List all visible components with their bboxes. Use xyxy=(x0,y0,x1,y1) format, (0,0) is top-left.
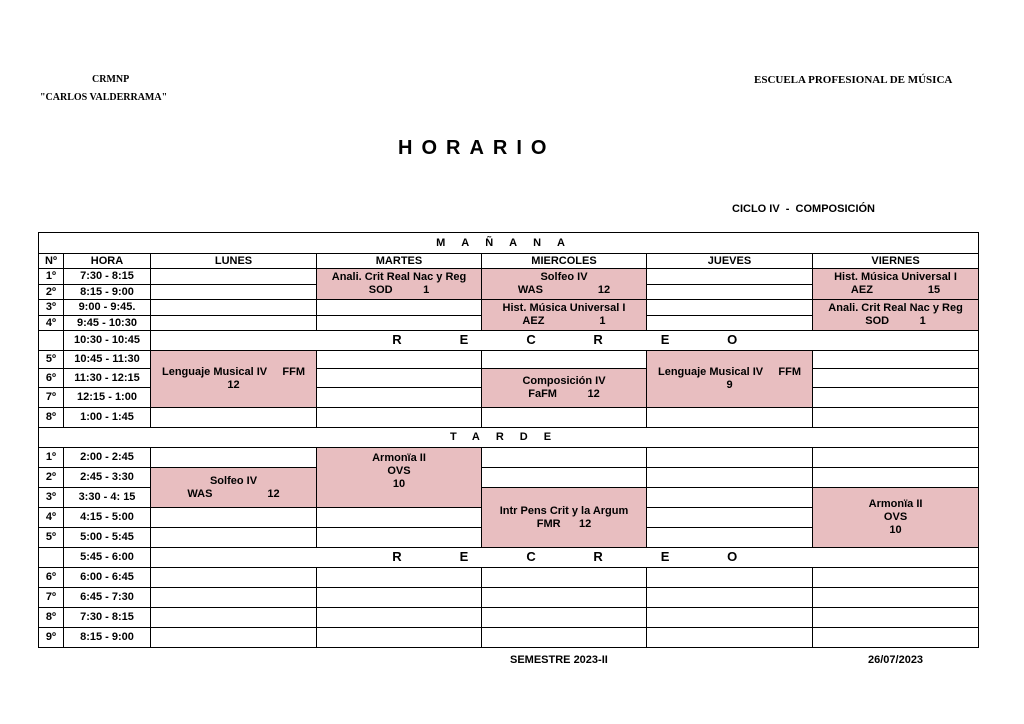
school-name: ESCUELA PROFESIONAL DE MÚSICA xyxy=(754,74,953,86)
period-time: 6:00 - 6:45 xyxy=(64,568,151,588)
course-detail: OVS xyxy=(883,511,908,523)
recess-letter: O xyxy=(727,549,738,564)
course-cell-fri-analisis xyxy=(813,300,979,331)
empty-cell xyxy=(482,351,647,369)
period-time: 7:30 - 8:15 xyxy=(64,608,151,628)
empty-cell xyxy=(317,388,482,408)
page-title: HORARIO xyxy=(398,137,556,159)
course-cell-tue-analisis xyxy=(317,269,482,300)
table-row xyxy=(39,608,979,628)
recess-label xyxy=(151,548,979,568)
col-header-lunes: LUNES xyxy=(151,254,317,269)
empty-cell xyxy=(647,468,813,488)
table-row xyxy=(39,408,979,428)
empty-cell xyxy=(482,588,647,608)
period-num: 2º xyxy=(39,468,64,488)
period-time: 5:45 - 6:00 xyxy=(64,548,151,568)
empty-cell xyxy=(813,568,979,588)
period-time: 4:15 - 5:00 xyxy=(64,508,151,528)
empty-cell xyxy=(482,408,647,428)
empty-cell xyxy=(647,408,813,428)
empty-cell xyxy=(647,608,813,628)
empty-cell xyxy=(813,351,979,369)
col-header-miercoles: MIERCOLES xyxy=(482,254,647,269)
empty-cell xyxy=(317,508,482,528)
course-name: Hist. Música Universal I xyxy=(834,271,957,283)
recess-letter: R xyxy=(593,332,603,347)
empty-cell xyxy=(647,285,813,300)
empty-cell xyxy=(813,448,979,468)
period-time: 6:45 - 7:30 xyxy=(64,588,151,608)
empty-cell xyxy=(151,608,317,628)
section-title-morning: MAÑANA xyxy=(39,233,979,254)
empty-cell xyxy=(317,408,482,428)
empty-cell xyxy=(151,300,317,316)
col-header-martes: MARTES xyxy=(317,254,482,269)
table-row xyxy=(39,568,979,588)
course-name: Armonïa II xyxy=(868,498,923,510)
empty-cell xyxy=(317,351,482,369)
course-detail: 12 xyxy=(227,379,240,391)
course-name: Anali. Crit Real Nac y Reg xyxy=(331,271,467,283)
course-name: Intr Pens Crit y la Argum xyxy=(499,504,629,517)
empty-cell xyxy=(317,369,482,388)
empty-cell xyxy=(151,508,317,528)
course-cell-wed-historia xyxy=(482,300,647,331)
course-detail: FMR 12 xyxy=(536,517,592,530)
course-detail: AEZ 1 xyxy=(522,315,606,327)
empty-cell xyxy=(647,508,813,528)
table-row xyxy=(39,588,979,608)
course-cell-fri-armonia xyxy=(813,488,979,548)
course-cell-mon-lenguaje xyxy=(151,351,317,408)
period-num: 6º xyxy=(39,568,64,588)
period-num: 9º xyxy=(39,628,64,648)
course-room: 10 xyxy=(392,478,406,490)
empty-cell xyxy=(317,316,482,331)
recess-letter: E xyxy=(459,332,469,347)
course-detail: SOD 1 xyxy=(368,284,430,296)
empty-cell xyxy=(482,448,647,468)
empty-cell xyxy=(317,608,482,628)
empty-cell xyxy=(151,448,317,468)
section-row-afternoon xyxy=(39,428,979,448)
empty-cell xyxy=(482,568,647,588)
period-num: 5º xyxy=(39,351,64,369)
course-name: Lenguaje Musical IV FFM xyxy=(161,366,306,378)
period-time: 9:00 - 9:45. xyxy=(64,300,151,316)
period-time: 3:30 - 4: 15 xyxy=(64,488,151,508)
empty-cell xyxy=(647,568,813,588)
section-title-afternoon: TARDE xyxy=(39,428,979,448)
empty-cell xyxy=(151,285,317,300)
empty-cell xyxy=(151,528,317,548)
col-header-num: Nº xyxy=(39,254,64,269)
period-num: 1º xyxy=(39,269,64,285)
period-num: 5º xyxy=(39,528,64,548)
semester-label: SEMESTRE 2023-II xyxy=(510,654,608,666)
period-num: 7º xyxy=(39,588,64,608)
empty-cell xyxy=(151,316,317,331)
recess-letter: R xyxy=(392,549,402,564)
course-cell-wed-composicion xyxy=(482,369,647,408)
period-time: 8:15 - 9:00 xyxy=(64,285,151,300)
course-room: 10 xyxy=(889,524,902,536)
empty-cell xyxy=(647,628,813,648)
course-name: Hist. Música Universal I xyxy=(502,302,626,314)
course-cell-fri-historia xyxy=(813,269,979,300)
empty-cell xyxy=(317,528,482,548)
recess-label xyxy=(151,331,979,351)
table-row xyxy=(39,269,979,285)
course-name: Lenguaje Musical IV FFM xyxy=(657,366,802,378)
empty-cell xyxy=(813,468,979,488)
empty-cell xyxy=(317,628,482,648)
course-name: Armonïa II xyxy=(372,452,426,464)
course-cell-wed-solfeo xyxy=(482,269,647,300)
period-time: 12:15 - 1:00 xyxy=(64,388,151,408)
empty-cell xyxy=(317,300,482,316)
course-name: Solfeo IV xyxy=(209,474,258,487)
period-time: 1:00 - 1:45 xyxy=(64,408,151,428)
empty-cell xyxy=(813,588,979,608)
col-header-hora: HORA xyxy=(64,254,151,269)
period-num: 8º xyxy=(39,408,64,428)
course-detail: AEZ 15 xyxy=(850,284,941,296)
empty-cell xyxy=(151,588,317,608)
period-time: 2:45 - 3:30 xyxy=(64,468,151,488)
recess-row xyxy=(39,331,979,351)
org-name: CRMNP xyxy=(92,74,130,85)
empty-cell xyxy=(647,588,813,608)
recess-letter: C xyxy=(526,549,536,564)
course-detail: WAS 12 xyxy=(187,487,280,500)
course-name: Composición IV xyxy=(522,375,606,387)
org-subtitle: "CARLOS VALDERRAMA" xyxy=(40,92,168,103)
period-time: 2:00 - 2:45 xyxy=(64,448,151,468)
col-header-jueves: JUEVES xyxy=(647,254,813,269)
column-header-row xyxy=(39,254,979,269)
period-time: 8:15 - 9:00 xyxy=(64,628,151,648)
period-time: 9:45 - 10:30 xyxy=(64,316,151,331)
empty-cell xyxy=(813,388,979,408)
period-num: 3º xyxy=(39,488,64,508)
schedule-table xyxy=(38,232,979,648)
empty-cell xyxy=(647,448,813,468)
recess-letter: E xyxy=(660,549,670,564)
course-name: Anali. Crit Real Nac y Reg xyxy=(828,302,963,314)
cycle-label: CICLO IV - COMPOSICIÓN xyxy=(732,203,876,215)
empty-cell xyxy=(482,608,647,628)
course-detail: WAS 12 xyxy=(517,284,611,296)
table-row xyxy=(39,468,979,488)
empty-cell xyxy=(151,269,317,285)
empty-cell xyxy=(151,628,317,648)
empty-cell xyxy=(151,408,317,428)
table-row xyxy=(39,628,979,648)
empty-cell xyxy=(813,408,979,428)
period-num: 2º xyxy=(39,285,64,300)
period-num: 3º xyxy=(39,300,64,316)
empty-cell xyxy=(151,568,317,588)
period-num xyxy=(39,331,64,351)
empty-cell xyxy=(317,568,482,588)
period-time: 10:30 - 10:45 xyxy=(64,331,151,351)
recess-letter: R xyxy=(392,332,402,347)
course-detail: SOD 1 xyxy=(865,315,926,327)
course-detail: OVS xyxy=(387,465,411,477)
empty-cell xyxy=(813,628,979,648)
course-cell-mon-solfeo xyxy=(151,468,317,508)
empty-cell xyxy=(317,588,482,608)
empty-cell xyxy=(647,269,813,285)
empty-cell xyxy=(647,528,813,548)
period-time: 7:30 - 8:15 xyxy=(64,269,151,285)
empty-cell xyxy=(813,608,979,628)
period-num: 4º xyxy=(39,316,64,331)
recess-letter: E xyxy=(660,332,670,347)
course-detail: 9 xyxy=(726,379,733,391)
period-time: 5:00 - 5:45 xyxy=(64,528,151,548)
recess-row xyxy=(39,548,979,568)
period-num: 4º xyxy=(39,508,64,528)
period-num xyxy=(39,548,64,568)
recess-letter: O xyxy=(727,332,738,347)
course-name: Solfeo IV xyxy=(540,271,588,283)
period-num: 7º xyxy=(39,388,64,408)
empty-cell xyxy=(482,468,647,488)
table-row xyxy=(39,448,979,468)
recess-letter: E xyxy=(459,549,469,564)
empty-cell xyxy=(482,628,647,648)
recess-letter: C xyxy=(526,332,536,347)
course-cell-tue-armonia xyxy=(317,448,482,508)
period-time: 10:45 - 11:30 xyxy=(64,351,151,369)
recess-letter: R xyxy=(593,549,603,564)
empty-cell xyxy=(813,369,979,388)
period-time: 11:30 - 12:15 xyxy=(64,369,151,388)
course-detail: FaFM 12 xyxy=(528,388,600,400)
period-num: 1º xyxy=(39,448,64,468)
section-row-morning xyxy=(39,233,979,254)
empty-cell xyxy=(647,300,813,316)
course-cell-wed-pensamiento xyxy=(482,488,647,548)
date-label: 26/07/2023 xyxy=(868,654,924,666)
period-num: 6º xyxy=(39,369,64,388)
table-row xyxy=(39,351,979,369)
col-header-viernes: VIERNES xyxy=(813,254,979,269)
empty-cell xyxy=(647,488,813,508)
period-num: 8º xyxy=(39,608,64,628)
empty-cell xyxy=(647,316,813,331)
table-row xyxy=(39,300,979,316)
course-cell-thu-lenguaje xyxy=(647,351,813,408)
